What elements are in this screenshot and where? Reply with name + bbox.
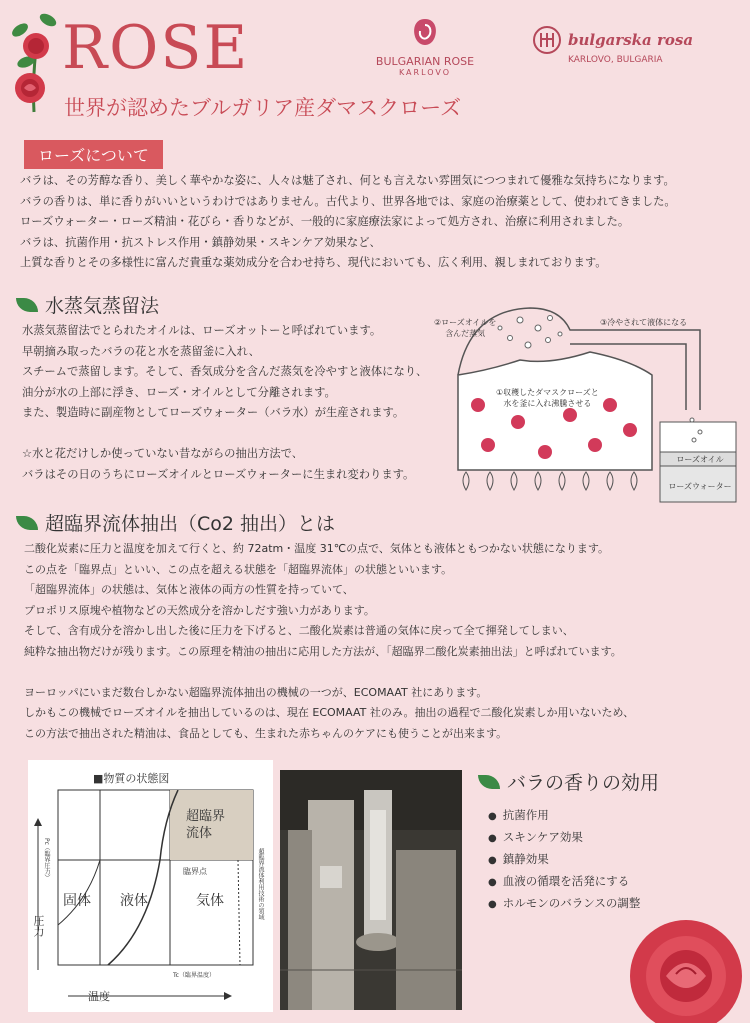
scf-label: 超臨界 流体: [186, 809, 226, 841]
co2-heading: 超臨界流体抽出（Co2 抽出）とは: [16, 509, 335, 536]
y-axis-label: 圧力: [32, 915, 45, 937]
list-item: ● 抗菌作用: [488, 805, 640, 827]
list-item: ● 血液の循環を活発にする: [488, 871, 640, 893]
brand1-name: BULGARIAN ROSE: [375, 55, 475, 68]
list-item: ● ホルモンのバランスの調整: [488, 893, 640, 915]
brand2-name: bulgarska rosa: [568, 31, 694, 49]
page-title: ROSE: [62, 13, 250, 83]
bulgarska-rosa-logo-icon: [532, 25, 562, 55]
leaf-icon: [16, 298, 38, 312]
x-axis-label: 温度: [88, 990, 110, 1003]
brand-bulgarska-rosa: [532, 25, 693, 65]
list-item: ● 鎮静効果: [488, 849, 640, 871]
diagram-step1: ①収穫したダマスクローズと 水を釜に入れ沸騰させる: [496, 388, 599, 408]
benefits-heading: バラの香りの効用: [478, 768, 659, 795]
y-axis-small: Pc（臨界圧力）: [43, 838, 50, 881]
phase-diagram: [28, 760, 273, 1012]
rose-decoration-bottom-icon: [612, 910, 750, 1023]
about-text: バラは、その芳醇な香り、美しく華やかな姿に、人々は魅了され、何とも言えない雰囲気につつまれて優雅な気持ちになります。 バラの香りは、単に香りがいいというわけではありません。古代より、世界各地では、家庭の治療薬として、使われてきました。 ローズウォーター・ローズ精油・花びら・香りなどが、一般的に家庭療法家によって処方され、治療に利用されました。 バラは、抗菌作用・抗ストレス作用・鎮静効果・スキンケア効果など、 上質な香りとその多様性に富んだ貴重な薬効成分を合わせ持ち、現代においても、広く利用、親しまれております。: [20, 174, 676, 269]
leaf-icon: [16, 516, 38, 530]
extraction-machine-photo: [280, 770, 462, 1010]
diagram-water-label: ローズウォーター: [668, 482, 732, 491]
region-note: 超臨界流体利用技術の領域: [257, 848, 264, 920]
about-label: ローズについて: [24, 140, 163, 169]
leaf-icon: [478, 775, 500, 789]
diagram-step2: ②ローズオイルを 含んだ蒸気: [434, 318, 497, 338]
phase-title: ■物質の状態図: [93, 772, 170, 785]
diagram-oil-label: ローズオイル: [676, 455, 724, 464]
co2-text: 二酸化炭素に圧力と温度を加えて行くと、約 72atm・温度 31℃の点で、気体とも液体ともつかない状態になります。 この点を「臨界点」といい、この点を超える状態を「超臨界流体」の状態といいます。 「超臨界流体」の状態は、気体と液体の両方の性質を持っていて、 プロポリス原塊や植物などの天然成分を溶かしだす強い力があります。 そして、含有成分を溶かし出した後に圧力を下げると、二酸化炭素は普通の気体に戻って全て揮発してしまい、 純粋な抽出物だけが残ります。この原理を精油の抽出に応用した方法が、「超臨界二酸化炭素抽出法」と呼ばれています。 ヨーロッパにいまだ数台しかない超臨界流体抽出の機械の一つが、ECOMAAT 社にあります。 しかもこの機械でローズオイルを抽出しているのは、現在 ECOMAAT 社のみ。抽出の過程で二酸化炭素しか用いないため、 この方法で抽出された精油は、食品としても、生まれた赤ちゃんのケアにも使うことが出来ます。: [24, 542, 635, 740]
rose-decoration-top-icon: [4, 4, 66, 114]
liquid-label: 液体: [120, 893, 148, 909]
list-item: ● スキンケア効果: [488, 827, 640, 849]
solid-label: 固体: [63, 893, 91, 909]
gas-label: 気体: [196, 893, 224, 909]
brand-bulgarian-rose: [365, 15, 485, 77]
critical-point-label: 臨界点: [183, 867, 207, 876]
benefits-list: [488, 805, 640, 915]
diagram-step3: ③冷やされて液体になる: [600, 318, 688, 327]
brand1-sub: KARLOVO: [398, 68, 452, 77]
page-subtitle: 世界が認めたブルガリア産ダマスクローズ: [64, 96, 462, 120]
x-axis-small: Tc（臨界温度）: [173, 972, 215, 979]
steam-text: 水蒸気蒸留法でとられたオイルは、ローズオットーと呼ばれています。 早朝摘み取ったバラの花と水を蒸留釜に入れ、 スチームで蒸留します。そして、香気成分を含んだ蒸気を冷やすと液体になり、 油分が水の上部に浮き、ローズ・オイルとして分離されます。 また、製造時に副産物としてローズウォーター（バラ水）が生産されます。 ☆水と花だけしか使っていない昔ながらの抽出方法で、 バラはその日のうちにローズオイルとローズウォーターに生まれ変わります。: [22, 324, 428, 481]
brand2-sub: KARLOVO, BULGARIA: [568, 55, 663, 65]
phase-diagram-panel: [28, 760, 273, 1012]
rose-logo-icon: [410, 15, 440, 49]
steam-heading: 水蒸気蒸留法: [16, 291, 159, 318]
